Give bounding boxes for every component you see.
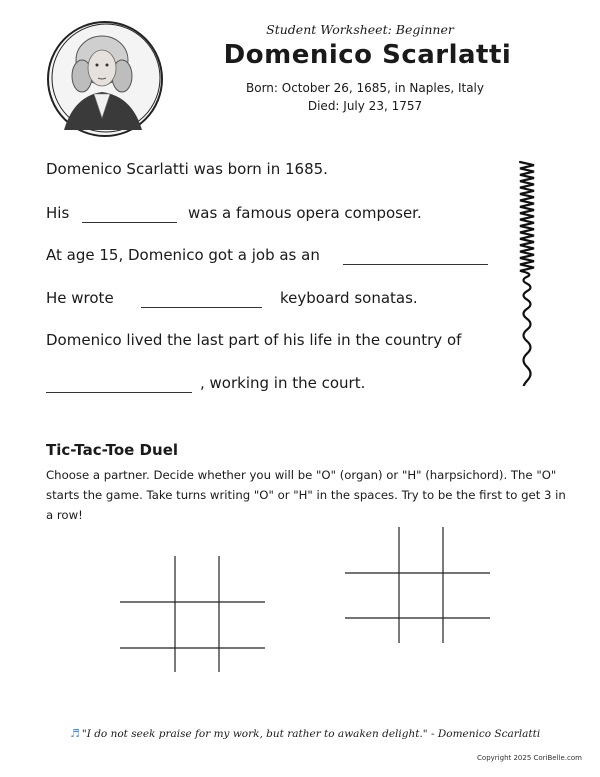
blank-line-3[interactable] bbox=[343, 264, 488, 265]
fill-line-6: , working in the court. bbox=[200, 374, 366, 392]
game-instructions: Choose a partner. Decide whether you will be "O" (organ) or "H" (harpsichord). The "O" starts the game. Take turns writing "O" or "H" in the spaces. Try to be the first to get 3 in a row! bbox=[46, 468, 566, 522]
blank-line-2[interactable] bbox=[82, 222, 177, 223]
died-text: Died: July 23, 1757 bbox=[307, 99, 423, 113]
fill-line-4-end: keyboard sonatas. bbox=[280, 289, 418, 307]
worksheet-subtitle: Student Worksheet: Beginner bbox=[266, 22, 454, 37]
page-title: Domenico Scarlatti bbox=[223, 40, 512, 70]
tic-tac-toe-grid-2[interactable] bbox=[345, 527, 490, 643]
copyright-text: Copyright 2025 CoriBelle.com bbox=[477, 754, 582, 762]
composer-portrait-icon bbox=[44, 18, 166, 140]
blank-line-4[interactable] bbox=[141, 307, 262, 308]
fill-line-1: Domenico Scarlatti was born in 1685. bbox=[46, 160, 328, 178]
spring-decoration-icon bbox=[514, 158, 540, 386]
music-notes-icon: ♬ bbox=[70, 727, 80, 740]
game-section-title: Tic-Tac-Toe Duel bbox=[46, 441, 179, 459]
quote-text: "I do not seek praise for my work, but rather to awaken delight." - Domenico Scarlatti bbox=[81, 728, 541, 740]
quote-line bbox=[70, 727, 570, 740]
tic-tac-toe-grid-1[interactable] bbox=[120, 556, 265, 672]
blank-line-6[interactable] bbox=[46, 392, 192, 393]
fill-line-2-start: His bbox=[46, 204, 70, 222]
fill-line-4-start: He wrote bbox=[46, 289, 114, 307]
fill-line-2-end: was a famous opera composer. bbox=[188, 204, 422, 222]
fill-line-5: Domenico lived the last part of his life in the country of bbox=[46, 331, 462, 349]
born-text: Born: October 26, 1685, in Naples, Italy bbox=[246, 81, 484, 95]
fill-line-3: At age 15, Domenico got a job as an bbox=[46, 246, 320, 264]
